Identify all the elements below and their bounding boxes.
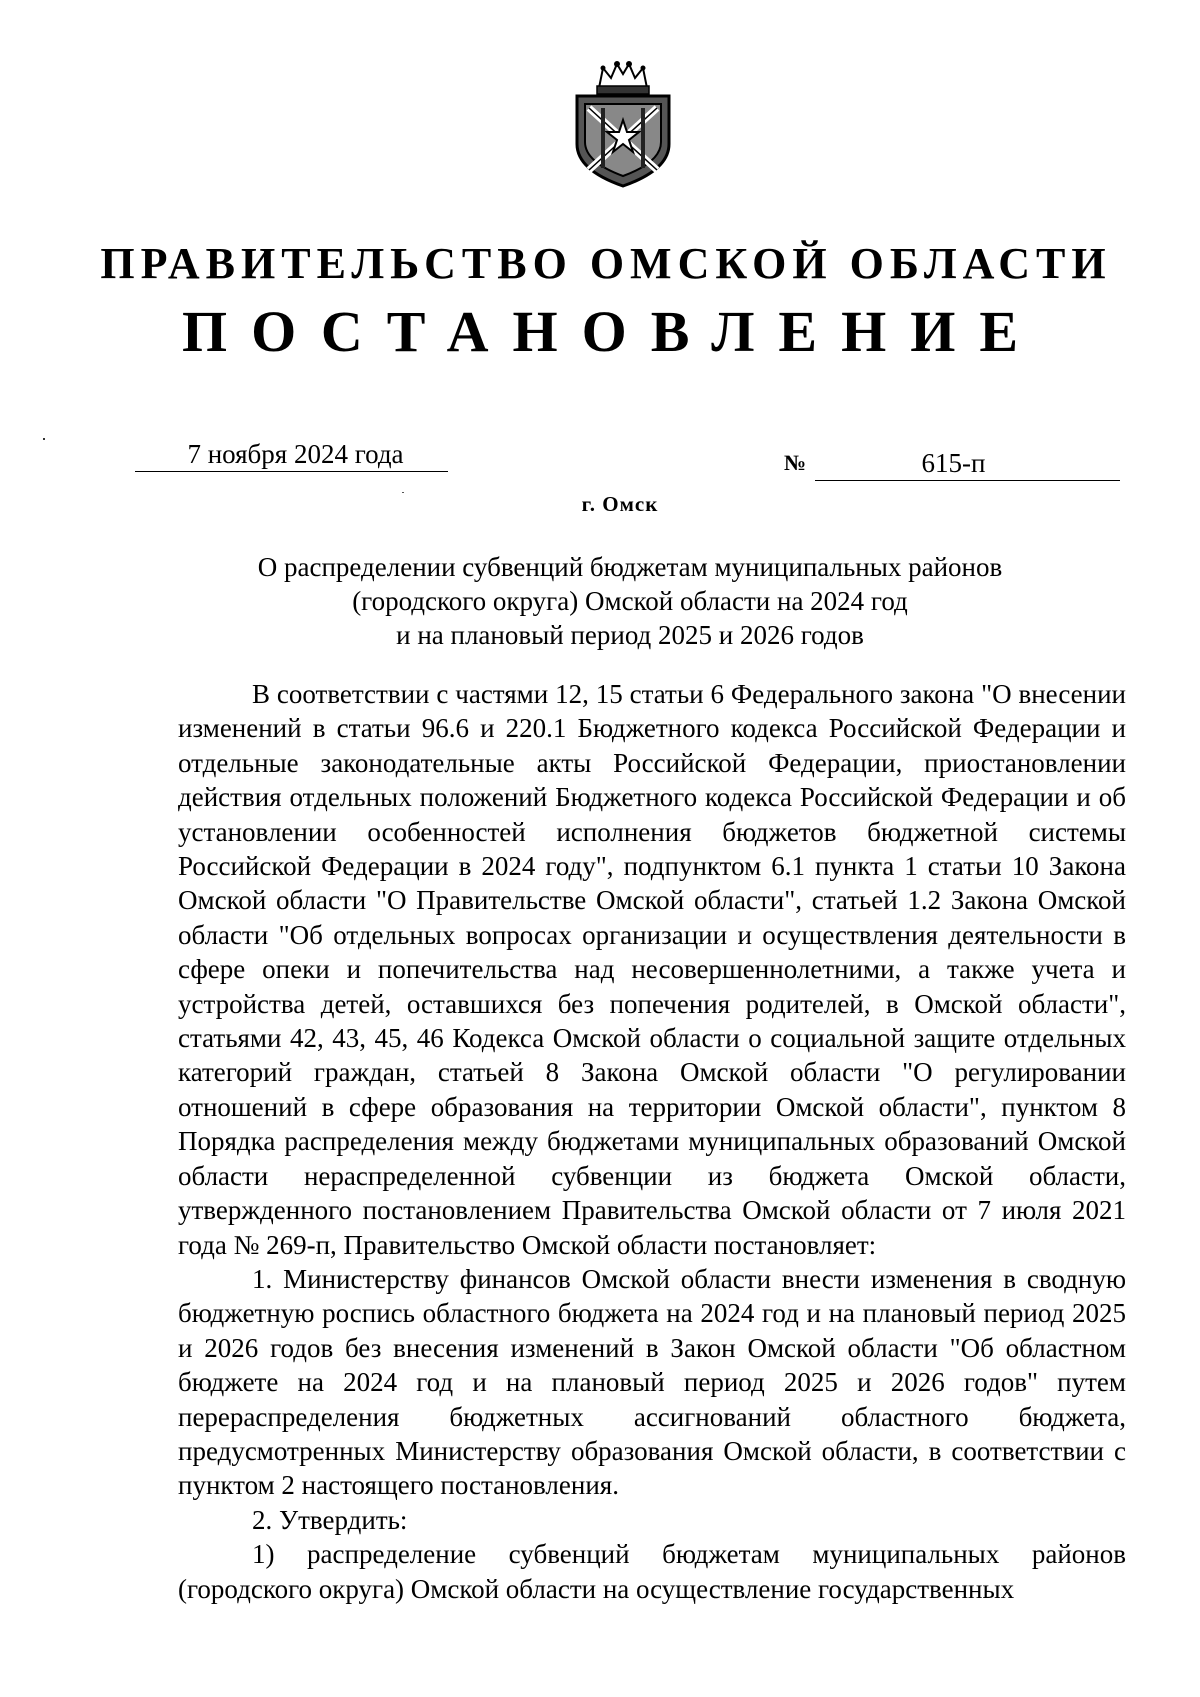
number-label: № (784, 450, 807, 475)
government-name: ПРАВИТЕЛЬСТВО ОМСКОЙ ОБЛАСТИ (100, 239, 1112, 288)
document-number: 615-п (815, 446, 1120, 481)
paragraph-item-2: 2. Утвердить: (252, 1504, 408, 1535)
document-city: г. Омск (581, 492, 659, 516)
document-body (178, 677, 1126, 1606)
title-line: (городского округа) Омской области на 2024 год (352, 586, 908, 616)
paragraph-item-1: 1. Министерству финансов Омской области внести изменения в сводную бюджетную роспись областного бюджета на 2024 год и на плановый период 2025 и 2026 годов без внесения изменений в Закон Омской области "Об областном бюджете на 2024 год и на плановый период 2025 и 2026 годов" путем перераспределения бюджетных ассигнований областного бюджета, предусмотренных Министерству образования Омской области, в соответствии с пунктом 2 настоящего постановления. (178, 1263, 1126, 1501)
document-title (140, 550, 1040, 652)
paragraph-subitem-1: 1) распределение субвенций бюджетам муниципальных районов (городского округа) Омской области на осуществление государственных (178, 1539, 1126, 1604)
document-type: ПОСТАНОВЛЕНИЕ (181, 299, 1043, 364)
document-date: 7 ноября 2024 года (135, 437, 448, 472)
title-line: О распределении субвенций бюджетам муниципальных районов (257, 552, 1003, 582)
title-line: и на плановый период 2025 и 2026 годов (396, 620, 864, 650)
coat-of-arms-icon (571, 58, 675, 188)
scan-speck (43, 438, 45, 440)
paragraph-preamble: В соответствии с частями 12, 15 статьи 6 Федерального закона "О внесении изменений в статьи 96.6 и 220.1 Бюджетного кодекса Российской Федерации и отдельные законодательные акты Российской Федерации, приостановлении действия отдельных положений Бюджетного кодекса Российской Федерации и об установлении особенностей исполнения бюджетов бюджетной системы Российской Федерации в 2024 году", подпунктом 6.1 пункта 1 статьи 10 Закона Омской области "О Правительстве Омской области", статьей 1.2 Закона Омской области "Об отдельных вопросах организации и осуществления деятельности в сфере опеки и попечительства над несовершеннолетними, а также учета и устройства детей, оставшихся без попечения родителей, в Омской области", статьями 42, 43, 45, 46 Кодекса Омской области о социальной защите отдельных категорий граждан, статьей 8 Закона Омской области "О регулировании отношений в сфере образования на территории Омской области", пунктом 8 Порядка распределения между бюджетами муниципальных образований Омской области нераспределенной субвенции из бюджета Омской области, утвержденного постановлением Правительства Омской области от 7 июля 2021 года № 269-п, Правительство Омской области постановляет: (178, 679, 1126, 1260)
